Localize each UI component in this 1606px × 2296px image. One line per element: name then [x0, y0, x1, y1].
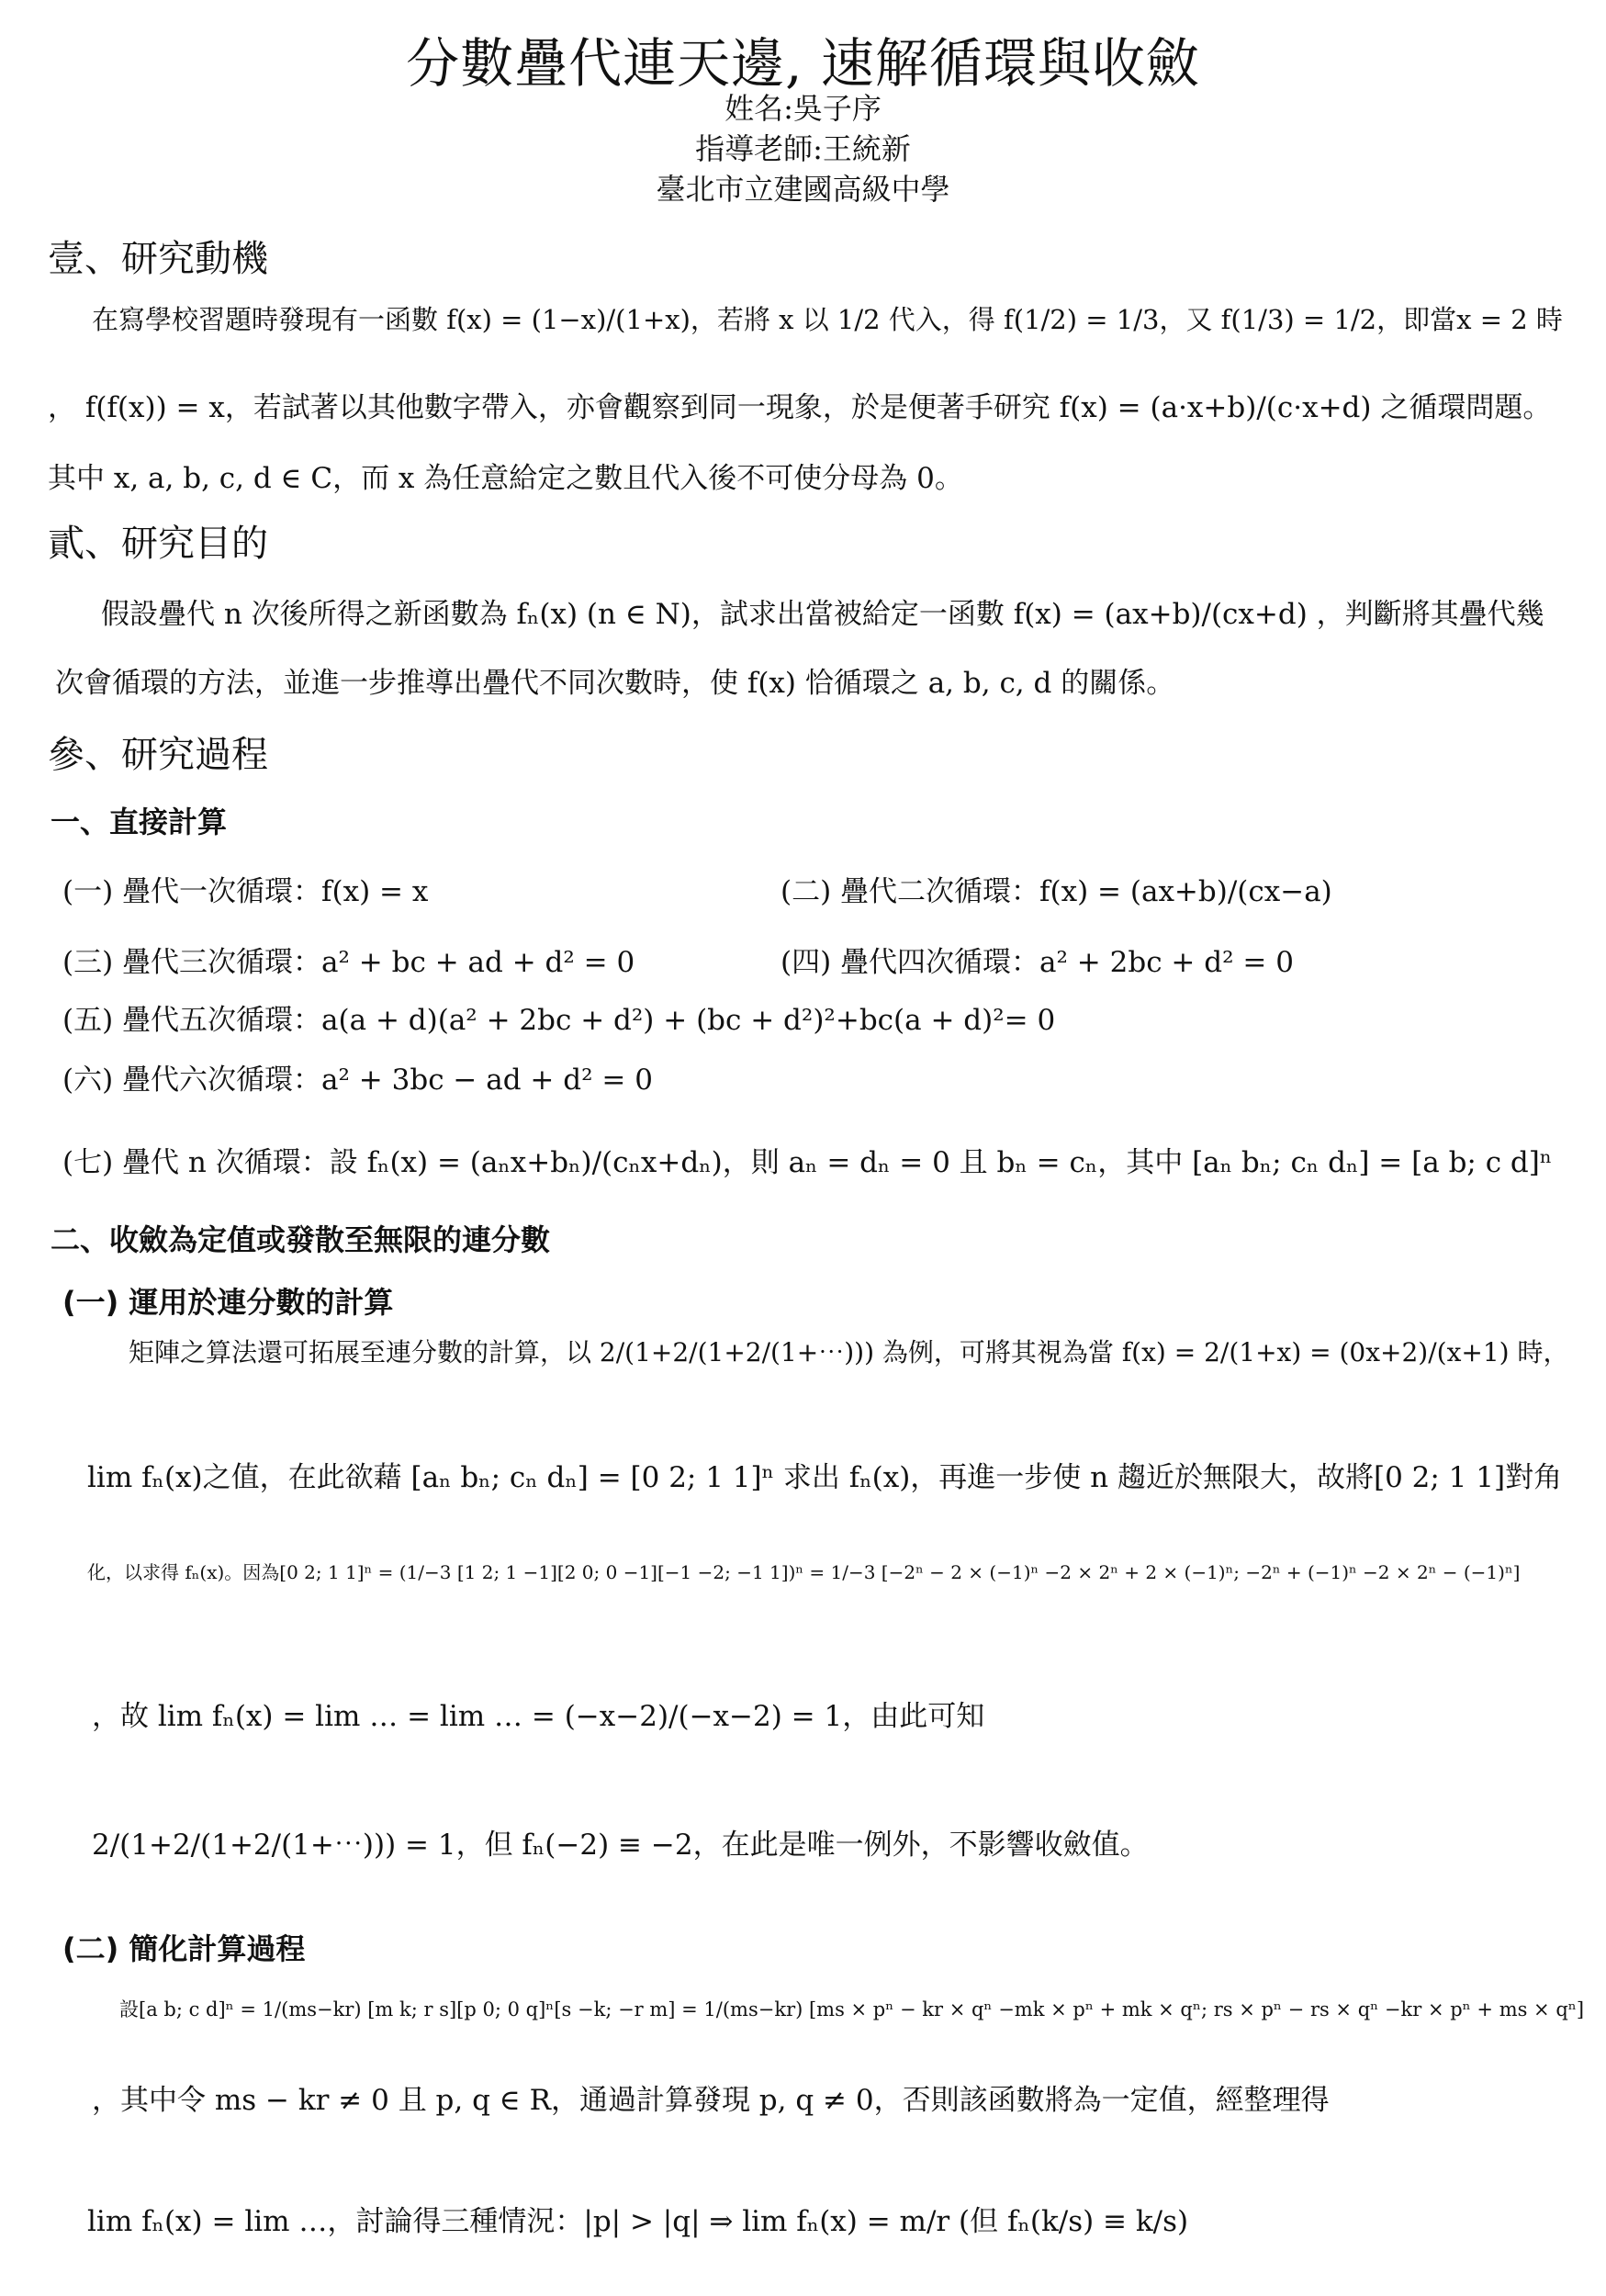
section-heading-process: 參、研究過程 [48, 734, 268, 776]
cf-line-3: 化，以求得 fₙ(x)。因為[0 2; 1 1]ⁿ = (1/−3 [1 2; 1 −1][2 0; 0 −1][−1 −2; −1 1])ⁿ = 1/−3 [−2ⁿ − 2 × (−1)ⁿ −2 × 2ⁿ + 2 × (−1)ⁿ; −2ⁿ + (−1)ⁿ −2 × 2ⁿ − (−1)ⁿ] [87, 1561, 1521, 1583]
subsubsection-simplify: (二) 簡化計算過程 [62, 1931, 306, 1966]
cycle-item-1: (一) 疊代一次循環：f(x) = x [62, 875, 429, 908]
subsubsection-cf-calc: (一) 運用於連分數的計算 [62, 1285, 394, 1320]
cycle-item-3: (三) 疊代三次循環：a² + bc + ad + d² = 0 [62, 946, 635, 979]
author-name: 姓名:吳子序 [724, 91, 882, 126]
simplify-line-2: ，其中令 ms − kr ≠ 0 且 p, q ∈ R，通過計算發現 p, q ≠ 0，否則該函數將為一定值，經整理得 [92, 2084, 1330, 2117]
simplify-line-3: lim fₙ(x) = lim …，討論得三種情況：|p| > |q| ⇒ lim fₙ(x) = m/r (但 fₙ(k/s) ≡ k/s) [87, 2205, 1189, 2238]
subsection-continued-fraction: 二、收斂為定值或發散至無限的連分數 [51, 1222, 551, 1257]
cycle-item-7: (七) 疊代 n 次循環：設 fₙ(x) = (aₙx+bₙ)/(cₙx+dₙ)，則 aₙ = dₙ = 0 且 bₙ = cₙ，其中 [aₙ bₙ; cₙ dₙ] = [a b; c d]ⁿ [62, 1146, 1553, 1179]
cf-line-1: 矩陣之算法還可拓展至連分數的計算，以 2/(1+2/(1+2/(1+⋯))) 為例，可將其視為當 f(x) = 2/(1+x) = (0x+2)/(x+1) 時， [129, 1337, 1569, 1367]
cf-line-5: 2/(1+2/(1+2/(1+⋯))) = 1，但 fₙ(−2) ≡ −2，在此是唯一例外，不影響收斂值。 [92, 1829, 1149, 1862]
cycle-item-6: (六) 疊代六次循環：a² + 3bc − ad + d² = 0 [62, 1064, 653, 1097]
section-heading-purpose: 貳、研究目的 [48, 523, 268, 565]
purpose-line-2: 次會循環的方法，並進一步推導出疊代不同次數時，使 f(x) 恰循環之 a, b, c, d 的關係。 [55, 667, 1175, 700]
school-name: 臺北市立建國高級中學 [656, 172, 950, 207]
section-heading-motivation: 壹、研究動機 [48, 238, 268, 280]
cf-line-4: ，故 lim fₙ(x) = lim … = lim … = (−x−2)/(−x−2) = 1，由此可知 [92, 1700, 985, 1733]
motivation-line-1: 在寫學校習題時發現有一函數 f(x) = (1−x)/(1+x)，若將 x 以 1/2 代入，得 f(1/2) = 1/3，又 f(1/3) = 1/2，即當x = 2 時 [92, 304, 1563, 335]
cycle-item-4: (四) 疊代四次循環：a² + 2bc + d² = 0 [781, 946, 1294, 979]
advisor-name: 指導老師:王統新 [695, 131, 911, 166]
motivation-line-2: ， f(f(x)) = x，若試著以其他數字帶入，亦會觀察到同一現象，於是便著手研究 f(x) = (a·x+b)/(c·x+d) 之循環問題。 [48, 391, 1552, 424]
simplify-line-1: 設[a b; c d]ⁿ = 1/(ms−kr) [m k; r s][p 0; 0 q]ⁿ[s −k; −r m] = 1/(ms−kr) [ms × pⁿ − kr × qⁿ −mk × pⁿ + mk × qⁿ; rs × pⁿ − rs × qⁿ −kr × pⁿ + ms × qⁿ] [119, 1998, 1585, 2020]
motivation-line-3: 其中 x, a, b, c, d ∈ C，而 x 為任意給定之數且代入後不可使分母為 0。 [48, 462, 963, 495]
purpose-line-1: 假設疊代 n 次後所得之新函數為 fₙ(x) (n ∈ N)，試求出當被給定一函數 f(x) = (ax+b)/(cx+d) ，判斷將其疊代幾 [101, 598, 1544, 631]
cf-line-2: lim fₙ(x)之值，在此欲藉 [aₙ bₙ; cₙ dₙ] = [0 2; 1 1]ⁿ 求出 fₙ(x)，再進一步使 n 趨近於無限大，故將[0 2; 1 1]對角 [87, 1461, 1563, 1494]
cycle-item-2: (二) 疊代二次循環：f(x) = (ax+b)/(cx−a) [781, 875, 1332, 908]
cycle-item-5: (五) 疊代五次循環：a(a + d)(a² + 2bc + d²) + (bc + d²)²+bc(a + d)²= 0 [62, 1004, 1056, 1037]
paper-title: 分數疊代連天邊, 速解循環與收斂 [406, 32, 1200, 95]
subsection-direct-calc: 一、直接計算 [51, 805, 228, 839]
